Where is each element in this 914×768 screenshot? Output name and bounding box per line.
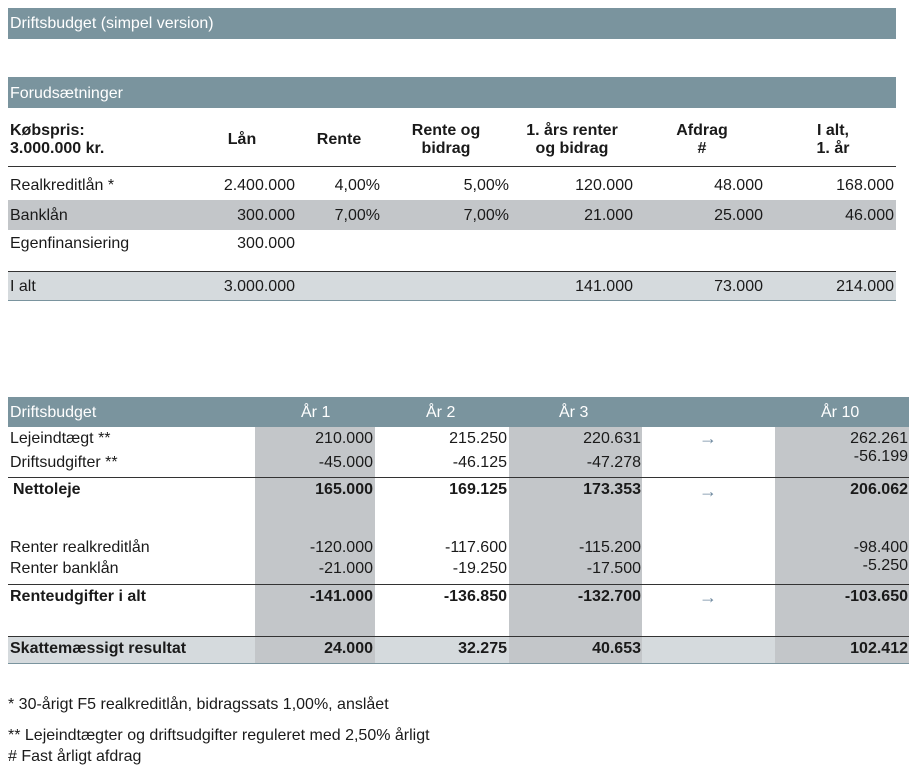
- cell-y10: 102.412: [850, 640, 908, 657]
- row-label: Nettoleje: [13, 481, 81, 498]
- header-year-10: År 10: [821, 404, 860, 421]
- cell-y1: -45.000: [318, 454, 373, 471]
- result-bottom-line: [8, 663, 909, 664]
- total-loan: 3.000.000: [223, 278, 295, 295]
- header-purchase-line2: 3.000.000 kr.: [10, 140, 105, 157]
- cell-y1: -21.000: [318, 560, 373, 577]
- header-repay-line1: Afdrag: [676, 122, 728, 139]
- cell-y10: 206.062: [850, 481, 908, 498]
- row-first-year: 21.000: [584, 207, 633, 224]
- arrow-right-icon: →: [699, 481, 717, 501]
- row-first-year: 120.000: [575, 177, 633, 194]
- cell-y3: -17.500: [586, 560, 641, 577]
- cell-y10: -5.250: [862, 557, 908, 574]
- header-repay: [662, 122, 742, 158]
- total-repay: 73.000: [714, 278, 763, 295]
- row-rate: 7,00%: [334, 207, 380, 224]
- total-first-year: 141.000: [575, 278, 633, 295]
- budget-header-bar: [8, 397, 909, 427]
- header-repay-line2: #: [697, 140, 707, 157]
- row-rate-fee: 5,00%: [463, 177, 509, 194]
- header-rate-fee-line1: Rente og: [411, 122, 481, 139]
- row-total: 46.000: [845, 207, 894, 224]
- cell-y2: -136.850: [443, 588, 507, 605]
- footnote-mortgage: * 30-årigt F5 realkreditlån, bidragssats 1,00%, anslået: [8, 696, 389, 713]
- assumptions-bottom-line: [8, 300, 896, 301]
- row-repay: 48.000: [714, 177, 763, 194]
- cell-y3: -115.200: [579, 539, 641, 556]
- row-rate: 4,00%: [334, 177, 380, 194]
- header-total-line2: 1. år: [816, 140, 850, 157]
- footnote-regulation: ** Lejeindtægter og driftsudgifter reguleret med 2,50% årligt: [8, 727, 430, 744]
- cell-y2: 32.275: [458, 640, 507, 657]
- row-label: Egenfinansiering: [10, 235, 130, 252]
- header-year-2: År 2: [426, 404, 456, 421]
- header-rate: Rente: [316, 131, 362, 148]
- row-loan: 2.400.000: [223, 177, 295, 194]
- cell-y2: 169.125: [449, 481, 507, 498]
- net-rent-divider: [8, 477, 909, 478]
- assumptions-header-divider: [8, 166, 896, 167]
- cell-y2: -117.600: [445, 539, 507, 556]
- header-year-3: År 3: [559, 404, 589, 421]
- header-first-year-line1: 1. års renter: [526, 122, 618, 139]
- header-loan: Lån: [227, 131, 257, 148]
- footnote-repayment: # Fast årligt afdrag: [8, 748, 142, 765]
- assumptions-header-bar: [8, 77, 896, 108]
- cell-y2: -46.125: [452, 454, 507, 471]
- header-year-1: År 1: [301, 404, 331, 421]
- assumptions-label: Forudsætninger: [10, 85, 123, 102]
- cell-y10: -103.650: [844, 588, 908, 605]
- cell-y3: -47.278: [586, 454, 641, 471]
- cell-y2: 215.250: [449, 430, 507, 447]
- cell-y1: -120.000: [309, 539, 373, 556]
- row-loan: 300.000: [237, 235, 295, 252]
- cell-y1: 165.000: [315, 481, 373, 498]
- cell-y2: -19.250: [452, 560, 507, 577]
- header-purchase-line1: Købspris:: [10, 122, 85, 139]
- title-bar: [8, 8, 896, 39]
- header-purchase: [10, 122, 104, 158]
- row-label: Renteudgifter i alt: [10, 588, 147, 605]
- cell-y10: -98.400: [853, 539, 908, 556]
- header-total: [798, 122, 868, 158]
- row-rate-fee: 7,00%: [463, 207, 509, 224]
- arrow-right-icon: →: [699, 428, 717, 448]
- budget-header-label: Driftsbudget: [10, 404, 97, 421]
- page-title: Driftsbudget (simpel version): [10, 15, 214, 32]
- row-label: Banklån: [10, 207, 68, 224]
- row-loan: 300.000: [237, 207, 295, 224]
- header-rate-fee-line2: bidrag: [421, 140, 471, 157]
- result-divider: [8, 636, 909, 637]
- total-total: 214.000: [836, 278, 894, 295]
- arrow-right-icon: →: [699, 587, 717, 607]
- row-label: Renter realkreditlån: [10, 539, 150, 556]
- row-repay: 25.000: [714, 207, 763, 224]
- cell-y3: 40.653: [592, 640, 641, 657]
- cell-y3: 220.631: [583, 430, 641, 447]
- row-total: 168.000: [836, 177, 894, 194]
- row-label: Realkreditlån *: [10, 177, 115, 194]
- interest-divider: [8, 584, 909, 585]
- header-rate-fee: [400, 122, 492, 158]
- total-label: I alt: [10, 278, 36, 295]
- row-label: Driftsudgifter **: [10, 454, 118, 471]
- row-label: Lejeindtægt **: [10, 430, 111, 447]
- row-label: Skattemæssigt resultat: [10, 640, 187, 657]
- cell-y1: 24.000: [324, 640, 373, 657]
- result-row-shade: [642, 637, 775, 663]
- header-first-year-line2: og bidrag: [535, 140, 609, 157]
- cell-y3: -132.700: [577, 588, 641, 605]
- header-total-line1: I alt,: [816, 122, 849, 139]
- cell-y1: -141.000: [309, 588, 373, 605]
- header-first-year: [515, 122, 629, 158]
- row-label: Renter banklån: [10, 560, 119, 577]
- cell-y10: 262.261: [850, 430, 908, 447]
- cell-y10: -56.199: [853, 448, 908, 465]
- cell-y3: 173.353: [583, 481, 641, 498]
- cell-y1: 210.000: [315, 430, 373, 447]
